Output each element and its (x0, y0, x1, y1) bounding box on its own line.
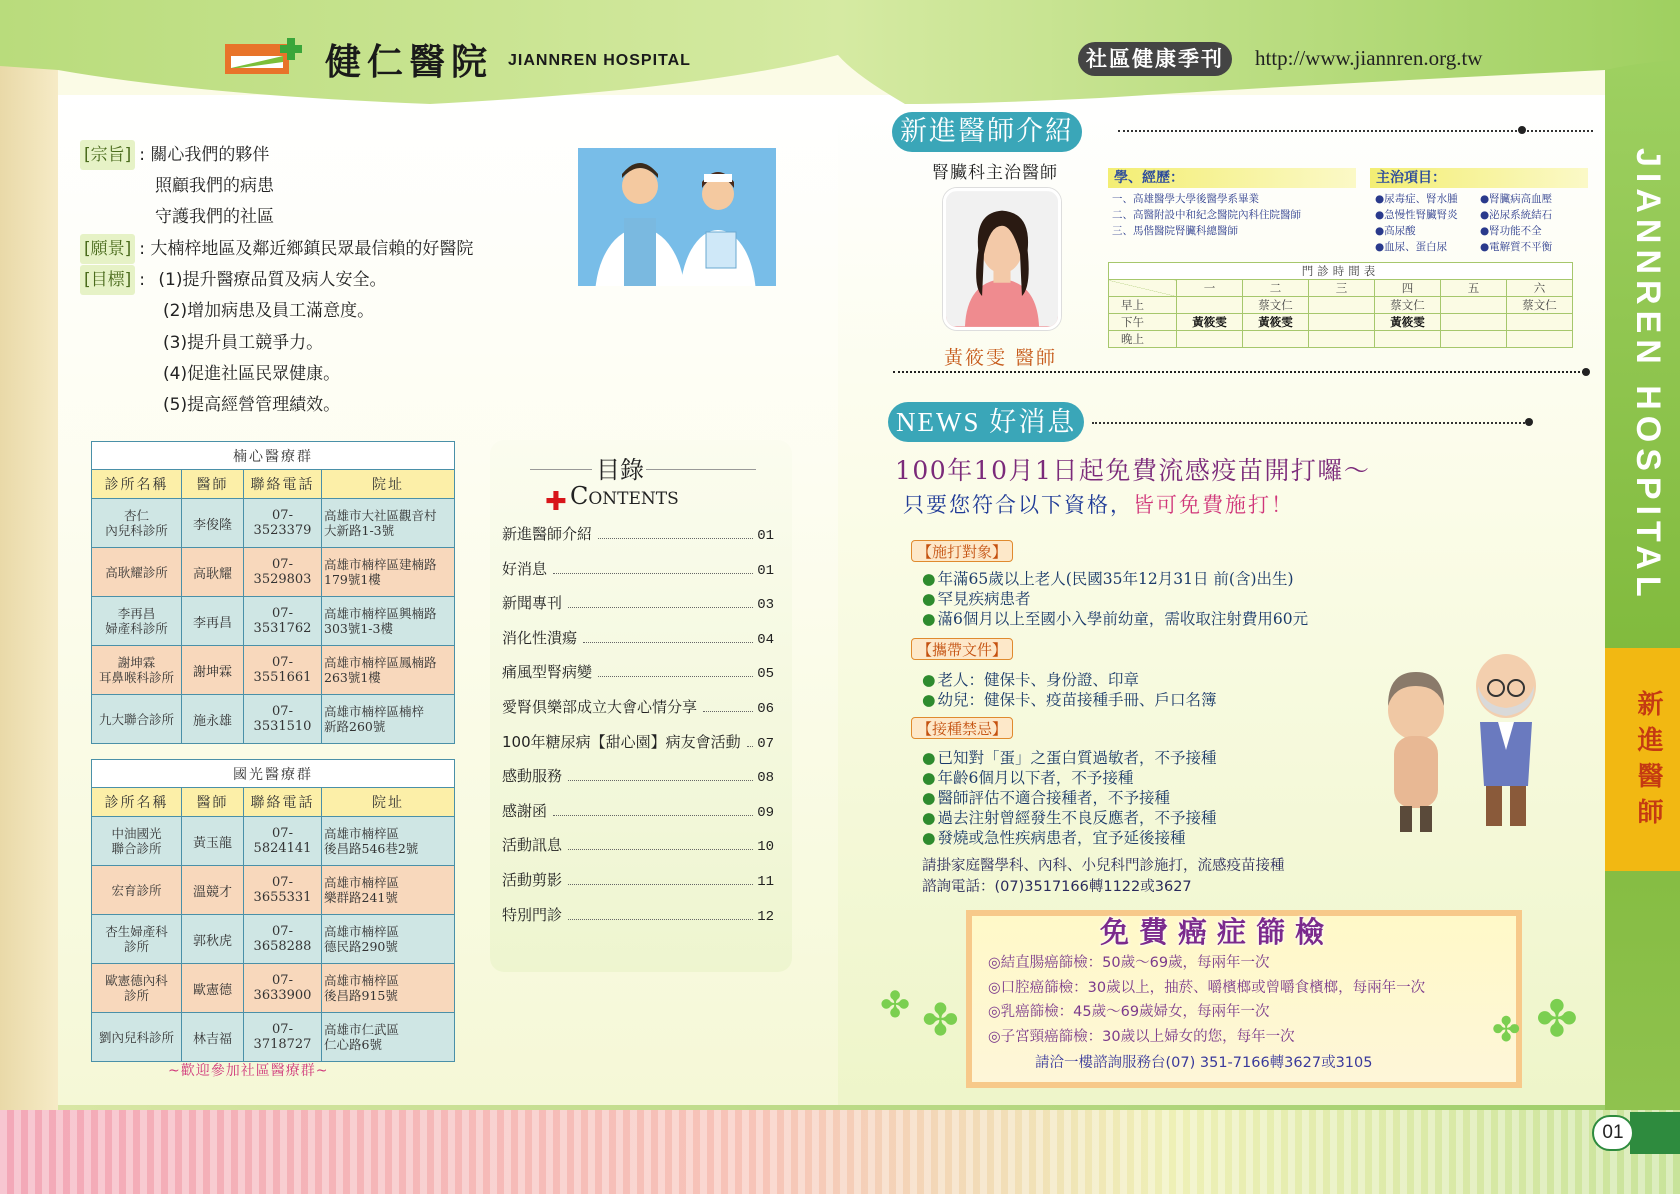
goal-item: (2)增加病患及員工滿意度。 (163, 301, 375, 321)
clover-icon: ✤ (880, 985, 911, 1026)
new-doctor-heading: 新進醫師介紹 (892, 112, 1082, 152)
goal-item: (4)促進社區民眾健康。 (163, 364, 341, 384)
magazine-title: 社區健康季刊 (1078, 42, 1232, 76)
table-row (92, 866, 455, 915)
schedule-corner (1109, 280, 1177, 297)
table-row (92, 964, 455, 1013)
list-item (922, 768, 1217, 788)
list-item: 三、馬偕醫院腎臟科總醫師 (1112, 225, 1238, 237)
line-end-dot (1525, 418, 1533, 426)
divider (530, 469, 592, 470)
target-item: 滿6個月以上至國小入學前幼童，需收取注射費用60元 (937, 610, 1309, 628)
bullet-dot: ● (922, 829, 936, 847)
specialty-label: 主治項目： (1370, 168, 1588, 188)
clinic-name: 劉內兒科診所 (92, 1013, 182, 1062)
contra-item: 發燒或急性疾病患者，宜予延後接種 (937, 829, 1186, 847)
contraindication-tag: 【接種禁忌】 (911, 717, 1013, 739)
screening-item: ◎子宮頸癌篩檢：30歲以上婦女的您，每年一次 (988, 1029, 1295, 1045)
clinic-address: 高雄市楠梓區 樂群路241號 (322, 866, 455, 915)
clinic-doctor: 歐憲德 (182, 964, 244, 1013)
toc-title: 新聞專刊 (502, 594, 563, 613)
page-number-tab (1630, 1112, 1680, 1154)
clinic-address: 高雄市楠梓區鳳楠路 263號1樓 (322, 646, 455, 695)
document-item: 幼兒：健保卡、疫苗接種手冊、戶口名簿 (937, 691, 1217, 709)
toc-title: 消化性潰瘍 (502, 628, 578, 647)
toc-leader (703, 711, 753, 712)
list-item (922, 670, 1217, 690)
vision-text: 大楠梓地區及鄰近鄉鎮民眾最信賴的好醫院 (150, 239, 474, 259)
vision-row: [願景] : 大楠梓地區及鄰近鄉鎮民眾最信賴的好醫院 (80, 234, 473, 264)
contra-item: 年齡6個月以下者，不予接種 (937, 769, 1134, 787)
page-number: 01 (1592, 1115, 1634, 1151)
clinic-doctor: 溫競才 (182, 866, 244, 915)
schedule-cell (1441, 314, 1507, 331)
toc-leader (553, 573, 753, 574)
clinic-address: 高雄市楠梓區 後昌路915號 (322, 964, 455, 1013)
education-list (1112, 191, 1301, 239)
schedule-day: 四 (1375, 280, 1441, 297)
column-header: 診所名稱 (92, 788, 182, 817)
clover-icon: ✤ (922, 995, 959, 1046)
purpose-row: [宗旨] : 關心我們的夥伴 (80, 140, 269, 170)
document-item: 老人：健保卡、身份證、印章 (937, 671, 1140, 689)
target-list (922, 569, 1308, 629)
website-url[interactable]: http://www.jiannren.org.tw (1255, 46, 1483, 70)
toc-leader (598, 676, 753, 677)
section-side-tab-label: 新進醫師 (1633, 690, 1663, 834)
table-row (92, 1013, 455, 1062)
news-heading (888, 402, 1084, 442)
toc-item[interactable] (502, 868, 774, 890)
table-group-title: 楠心醫療群 (92, 442, 455, 470)
toc-item[interactable] (502, 695, 774, 717)
clinic-phone: 07-3523379 (244, 499, 322, 548)
clinic-phone: 07-3718727 (244, 1013, 322, 1062)
schedule-cell: 蔡文仁 (1375, 297, 1441, 314)
schedule-cell (1177, 297, 1243, 314)
purpose-line: 守護我們的社區 (155, 207, 274, 227)
toc-leader (568, 884, 753, 885)
clinic-phone: 07-3655331 (244, 866, 322, 915)
list-item: ●腎臟病高血壓 (1480, 193, 1553, 205)
clinic-name: 歐憲德內科 診所 (92, 964, 182, 1013)
schedule-row (1109, 331, 1573, 348)
clinic-name: 宏育診所 (92, 866, 182, 915)
clinic-name: 九大聯合診所 (92, 695, 182, 744)
purpose-line: 關心我們的夥伴 (150, 145, 270, 165)
heading-dotted-line (1092, 422, 1528, 424)
documents-tag: 【攜帶文件】 (911, 638, 1013, 660)
list-item (922, 788, 1217, 808)
clinic-group-table (91, 441, 455, 744)
bullet-dot: ● (922, 671, 936, 689)
clinic-doctor: 李俊隆 (182, 499, 244, 548)
schedule-cell (1507, 331, 1573, 348)
list-item (922, 748, 1217, 768)
toc-item[interactable] (502, 799, 774, 821)
column-header: 診所名稱 (92, 470, 182, 499)
toc-title: 100年糖尿病【甜心園】病友會活動 (502, 732, 741, 751)
toc-page: 06 (757, 701, 774, 717)
hospital-logo (225, 38, 307, 76)
schedule-row (1109, 314, 1573, 331)
screening-item: ◎結直腸癌篩檢：50歲～69歲，每兩年一次 (988, 955, 1270, 971)
news-note: 請掛家庭醫學科、內科、小兒科門診施打，流感疫苗接種 (922, 858, 1285, 874)
goals-row: [目標] : (1)提升醫療品質及病人安全。 (80, 265, 387, 295)
list-item: 一、高雄醫學大學後醫學系畢業 (1112, 193, 1259, 205)
clinic-schedule-table (1108, 262, 1573, 348)
goals-tag: [目標] (80, 265, 135, 295)
bottom-divider (58, 1105, 1605, 1110)
screening-title: 免費癌症篩檢 (1100, 915, 1335, 949)
schedule-cell: 黃筱雯 (1177, 314, 1243, 331)
list-item (922, 609, 1308, 629)
contra-item: 過去注射曾經發生不良反應者，不予接種 (937, 809, 1217, 827)
toc-title: 好消息 (502, 559, 548, 578)
schedule-cell (1243, 331, 1309, 348)
target-item: 罕見疾病患者 (937, 590, 1031, 608)
clover-icon: ✤ (1536, 990, 1578, 1048)
list-item (922, 690, 1217, 710)
toc-title: 活動剪影 (502, 871, 563, 889)
documents-list (922, 670, 1217, 710)
table-row (92, 499, 455, 548)
schedule-day: 一 (1177, 280, 1243, 297)
toc-page: 05 (757, 666, 774, 683)
news-heading-en: NEWS (896, 407, 981, 437)
toc-title: 痛風型腎病變 (502, 663, 593, 682)
toc-leader (583, 642, 753, 643)
red-cross-icon: ✚ (545, 487, 567, 517)
schedule-cell (1309, 331, 1375, 348)
toc-title: 感謝函 (502, 801, 548, 820)
clinic-name: 中油國光 聯合診所 (92, 817, 182, 866)
schedule-cell (1441, 297, 1507, 314)
list-item (922, 828, 1217, 848)
list-item: ●高尿酸 (1375, 225, 1416, 237)
toc-title: 活動訊息 (502, 836, 563, 855)
goal-item: (5)提高經營管理績效。 (163, 395, 341, 415)
toc-item[interactable] (502, 626, 774, 648)
toc-leader (568, 919, 753, 920)
bullet-dot: ● (922, 691, 936, 709)
bullet-dot: ● (922, 769, 936, 787)
table-row (92, 915, 455, 964)
hospital-name: 健仁醫院 (325, 41, 494, 83)
goal-item: (1)提升醫療品質及病人安全。 (158, 270, 387, 290)
education-label: 學、經歷： (1108, 168, 1356, 188)
toc-leader (598, 538, 753, 539)
side-hospital-name: JIANNREN HOSPITAL (1629, 148, 1667, 603)
schedule-row (1109, 297, 1573, 314)
toc-leader (747, 746, 754, 747)
line-end-dot (1582, 368, 1590, 376)
toc-leader (568, 849, 753, 850)
doctor-photo (943, 188, 1061, 330)
toc-page: 03 (757, 597, 774, 614)
clinic-phone: 07-5824141 (244, 817, 322, 866)
toc-page: 01 (757, 562, 774, 579)
clinic-address: 高雄市楠梓區 後昌路546巷2號 (322, 817, 455, 866)
news-subline (903, 489, 1294, 519)
schedule-caption: 門診時間表 (1109, 263, 1573, 280)
schedule-cell: 黃筱雯 (1375, 314, 1441, 331)
doctor-nurse-illustration (578, 148, 776, 286)
purpose-tag: [宗旨] (80, 140, 135, 170)
left-margin-bar (0, 0, 58, 1110)
toc-page: 01 (757, 528, 774, 544)
news-phone: 諮詢電話：(07)3517166轉1122或3627 (922, 879, 1192, 895)
toc-item[interactable] (502, 730, 774, 752)
clinic-name: 杏仁 內兒科診所 (92, 499, 182, 548)
doctor-department: 腎臟科主治醫師 (932, 163, 1058, 183)
clinic-name: 謝坤霖 耳鼻喉科診所 (92, 646, 182, 695)
table-row (92, 548, 455, 597)
schedule-cell (1375, 331, 1441, 348)
toc-leader (553, 815, 753, 816)
list-item (922, 569, 1308, 589)
list-item: 二、高醫附設中和紀念醫院內科住院醫師 (1112, 209, 1301, 221)
clinic-doctor: 林吉福 (182, 1013, 244, 1062)
schedule-day: 六 (1507, 280, 1573, 297)
bullet-dot: ● (922, 809, 936, 827)
clinic-doctor: 高耿耀 (182, 548, 244, 597)
screening-contact: 請洽一樓諮詢服務台(07) 351-7166轉3627或3105 (1035, 1055, 1373, 1071)
hospital-name-en: JIANNREN HOSPITAL (508, 52, 691, 69)
news-heading-zh: 好消息 (989, 407, 1077, 437)
doctor-name: 黃筱雯 醫師 (944, 347, 1058, 369)
target-tag: 【施打對象】 (911, 540, 1013, 562)
specialty-list (1375, 191, 1458, 255)
column-header: 醫師 (182, 470, 244, 499)
schedule-day: 二 (1243, 280, 1309, 297)
clinic-address: 高雄市楠梓區興楠路 303號1-3樓 (322, 597, 455, 646)
news-headline: 100年10月1日起免費流感疫苗開打囉～ (895, 456, 1371, 485)
toc-page: 10 (757, 839, 774, 856)
column-header: 院址 (322, 788, 455, 817)
clinic-doctor: 施永雄 (182, 695, 244, 744)
clinic-name: 李再昌 婦產科診所 (92, 597, 182, 646)
clover-icon: ✤ (1492, 1010, 1521, 1050)
table-row (92, 817, 455, 866)
clinic-doctor: 黃玉龍 (182, 817, 244, 866)
list-item (922, 808, 1217, 828)
clinic-phone: 07-3531762 (244, 597, 322, 646)
clinic-phone: 07-3551661 (244, 646, 322, 695)
clinic-name: 杏生婦產科 診所 (92, 915, 182, 964)
bullet-dot: ● (922, 789, 936, 807)
clinic-address: 高雄市楠梓區 德民路290號 (322, 915, 455, 964)
screening-item: ◎乳癌篩檢：45歲～69歲婦女，每兩年一次 (988, 1004, 1270, 1020)
toc-page: 11 (757, 874, 774, 890)
clinic-doctor: 謝坤霖 (182, 646, 244, 695)
clinic-doctor: 李再昌 (182, 597, 244, 646)
column-header: 醫師 (182, 788, 244, 817)
list-item: ●腎功能不全 (1480, 225, 1542, 237)
schedule-cell: 蔡文仁 (1507, 297, 1573, 314)
clinic-phone: 07-3633900 (244, 964, 322, 1013)
bullet-dot: ● (922, 610, 936, 628)
contra-item: 已知對「蛋」之蛋白質過敏者，不予接種 (937, 749, 1217, 767)
list-item: ●電解質不平衡 (1480, 241, 1553, 253)
toc-item[interactable] (502, 660, 774, 682)
goal-item: (3)提升員工競爭力。 (163, 333, 324, 353)
toc-leader (568, 780, 753, 781)
schedule-cell (1441, 331, 1507, 348)
toc-item[interactable] (502, 522, 774, 544)
schedule-cell (1507, 314, 1573, 331)
schedule-cell: 蔡文仁 (1243, 297, 1309, 314)
clinic-phone: 07-3529803 (244, 548, 322, 597)
toc-leader (568, 607, 753, 608)
column-header: 院址 (322, 470, 455, 499)
clinic-address: 高雄市楠梓區楠梓 新路260號 (322, 695, 455, 744)
column-header: 聯絡電話 (244, 788, 322, 817)
welcome-note: ~歡迎參加社區醫療群~ (168, 1063, 329, 1079)
line-end-dot (1518, 126, 1526, 134)
toc-item[interactable] (502, 557, 774, 579)
purpose-line: 照顧我們的病患 (155, 176, 274, 196)
clinic-doctor: 郭秋虎 (182, 915, 244, 964)
schedule-cell (1309, 314, 1375, 331)
schedule-period: 早上 (1109, 297, 1177, 314)
contra-item: 醫師評估不適合接種者，不予接種 (937, 789, 1171, 807)
toc-page: 04 (757, 631, 774, 648)
schedule-cell (1309, 297, 1375, 314)
elderly-couple-illustration (1368, 650, 1568, 840)
schedule-period: 下午 (1109, 314, 1177, 331)
schedule-cell: 黃筱雯 (1243, 314, 1309, 331)
toc-title: 愛腎俱樂部成立大會心情分享 (502, 698, 698, 716)
schedule-day: 三 (1309, 280, 1375, 297)
clinic-phone: 07-3531510 (244, 695, 322, 744)
list-item: ●急慢性腎臟腎炎 (1375, 209, 1458, 221)
contents-title-en: Contents (570, 482, 679, 510)
schedule-day: 五 (1441, 280, 1507, 297)
news-subline-a: 只要您符合以下資格， (903, 493, 1133, 517)
toc-page: 09 (757, 804, 774, 821)
list-item: ●泌尿系統結石 (1480, 209, 1553, 221)
toc-title: 感動服務 (502, 767, 563, 786)
list-item (922, 589, 1308, 609)
screening-item: ◎口腔癌篩檢：30歲以上，抽菸、嚼檳榔或曾嚼食檳榔，每兩年一次 (988, 980, 1426, 996)
toc-item[interactable] (502, 903, 774, 925)
column-header: 聯絡電話 (244, 470, 322, 499)
clinic-group-table (91, 759, 455, 1062)
vision-tag: [願景] (80, 234, 135, 264)
schedule-period: 晚上 (1109, 331, 1177, 348)
section-separator (893, 371, 1588, 373)
table-row (92, 597, 455, 646)
toc-page: 12 (757, 908, 774, 925)
toc-item[interactable] (502, 833, 774, 855)
bullet-dot: ● (922, 749, 936, 767)
toc-page: 08 (757, 770, 774, 787)
toc-title: 新進醫師介紹 (502, 525, 593, 543)
bullet-dot: ● (922, 570, 936, 588)
clinic-name: 高耿耀診所 (92, 548, 182, 597)
list-item: ●血尿、蛋白尿 (1375, 241, 1448, 253)
table-row (92, 695, 455, 744)
clinic-phone: 07-3658288 (244, 915, 322, 964)
list-item: ●尿毒症、腎水腫 (1375, 193, 1458, 205)
specialty-list (1480, 191, 1552, 255)
table-row (92, 646, 455, 695)
clinic-address: 高雄市楠梓區建楠路 179號1樓 (322, 548, 455, 597)
clinic-address: 高雄市仁武區 仁心路6號 (322, 1013, 455, 1062)
target-item: 年滿65歲以上老人(民國35年12月31日 前(含)出生) (937, 570, 1294, 588)
bottom-stripes (0, 1110, 1680, 1194)
toc-item[interactable] (502, 591, 774, 613)
news-subline-b: 皆可免費施打！ (1133, 493, 1294, 517)
table-group-title: 國光醫療群 (92, 760, 455, 788)
bullet-dot: ● (922, 590, 936, 608)
toc-item[interactable] (502, 764, 774, 786)
toc-title: 特別門診 (502, 905, 563, 924)
contraindication-list (922, 748, 1217, 848)
schedule-cell (1177, 331, 1243, 348)
contents-title: 目錄 (596, 456, 644, 484)
divider (646, 469, 756, 470)
toc-page: 07 (757, 735, 774, 752)
clinic-address: 高雄市大社區觀音村 大新路1-3號 (322, 499, 455, 548)
